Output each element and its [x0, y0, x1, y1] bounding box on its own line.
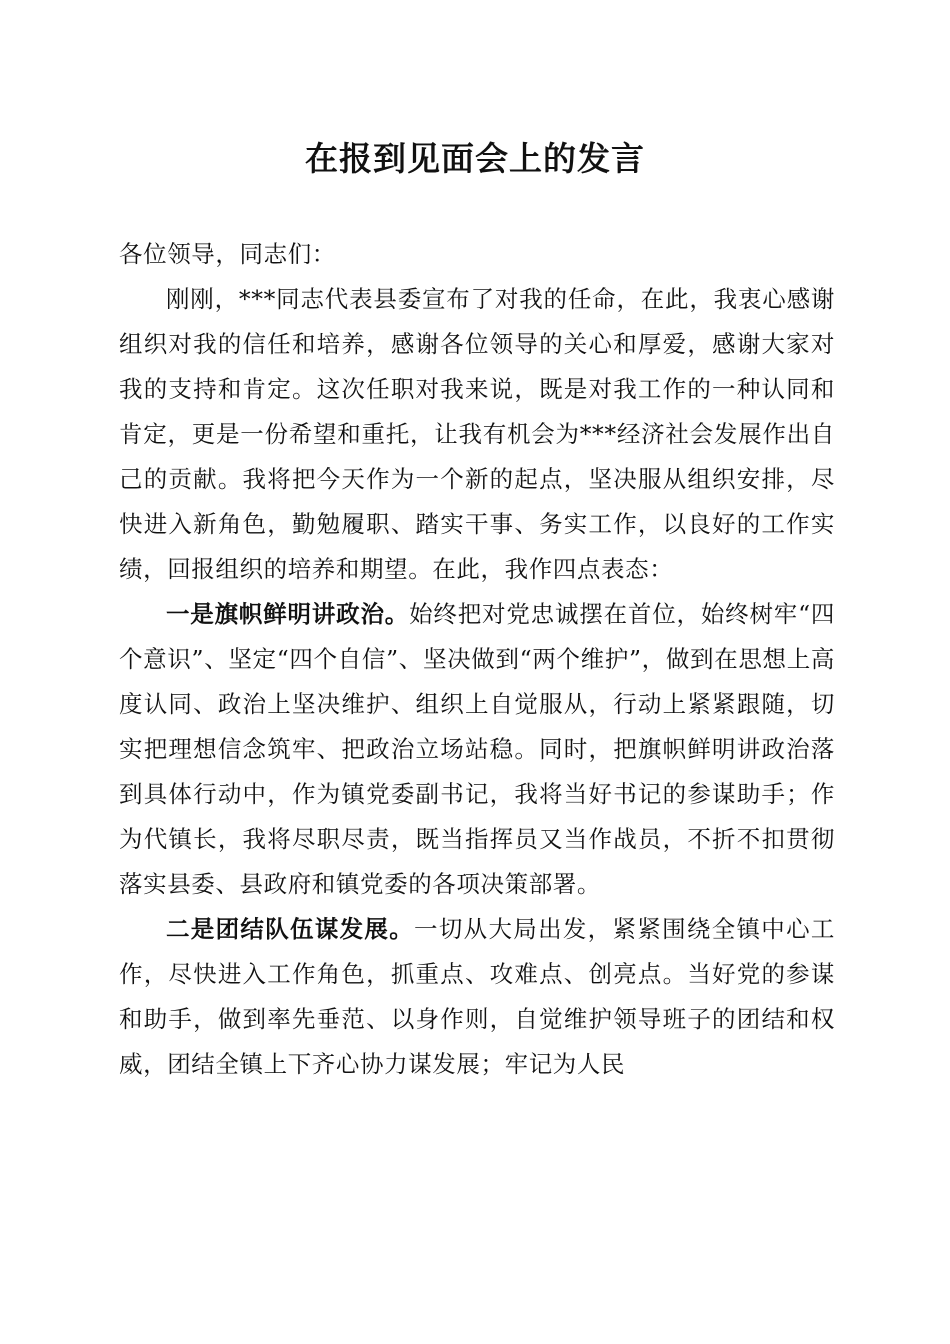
- point-two-text: 一切从大局出发，紧紧围绕全镇中心工作，尽快进入工作角色，抓重点、攻难点、创亮点。当好党的参谋和助手，做到率先垂范、以身作则，自觉维护领导班子的团结和权威，团结全镇上下齐心协力谋发展；牢记为人民: [119, 915, 836, 1078]
- salutation: 各位领导，同志们：: [119, 240, 336, 268]
- point-one-paragraph: [119, 592, 835, 907]
- point-two-paragraph: [119, 907, 835, 1087]
- document-title: 在报到见面会上的发言: [305, 139, 645, 178]
- point-one-heading: 一是旗帜鲜明讲政治。: [166, 600, 410, 628]
- intro-paragraph: 刚刚，***同志代表县委宣布了对我的任命，在此，我衷心感谢组织对我的信任和培养，感谢各位领导的关心和厚爱，感谢大家对我的支持和肯定。这次任职对我来说，既是对我工作的一种认同和肯定，更是一份希望和重托，让我有机会为***经济社会发展作出自己的贡献。我将把今天作为一个新的起点，坚决服从组织安排，尽快进入新角色，勤勉履职、踏实干事、务实工作，以良好的工作实绩，回报组织的培养和期望。在此，我作四点表态：: [119, 285, 835, 583]
- document-body: [119, 232, 835, 1087]
- point-two-heading: 二是团结队伍谋发展。: [166, 915, 415, 943]
- point-one-text: 始终把对党忠诚摆在首位，始终树牢“四个意识”、坚定“四个自信”、坚决做到“两个维护”，做到在思想上高度认同、政治上坚决维护、组织上自觉服从，行动上紧紧跟随，切实把理想信念筑牢、把政治立场站稳。同时，把旗帜鲜明讲政治落到具体行动中，作为镇党委副书记，我将当好书记的参谋助手；作为代镇长，我将尽职尽责，既当指挥员又当作战员，不折不扣贯彻落实县委、县政府和镇党委的各项决策部署。: [119, 600, 835, 898]
